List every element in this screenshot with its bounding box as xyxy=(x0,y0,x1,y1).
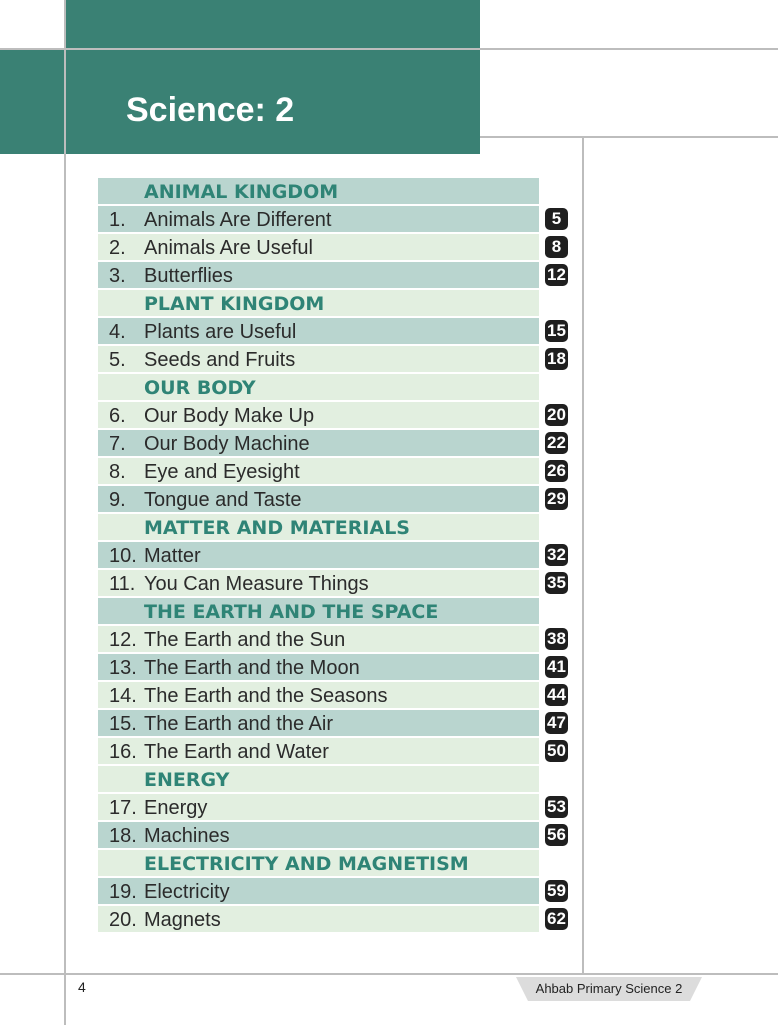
toc-entry-number: 3. xyxy=(109,265,126,287)
toc-section xyxy=(98,374,572,400)
toc-page-badge: 8 xyxy=(545,236,568,258)
page-title: Science: 2 xyxy=(126,91,295,129)
toc-section xyxy=(98,290,572,316)
toc-entry-number: 13. xyxy=(109,657,137,679)
toc-entry-number: 5. xyxy=(109,349,126,371)
toc-entry-number: 2. xyxy=(109,237,126,259)
toc-entry xyxy=(98,430,572,456)
toc-page-badge: 20 xyxy=(545,404,568,426)
toc-entry xyxy=(98,346,572,372)
grid-line-top xyxy=(0,48,778,50)
toc-entry-number: 15. xyxy=(109,713,137,735)
toc-section xyxy=(98,514,572,540)
toc-page-badge: 53 xyxy=(545,796,568,818)
toc-page-badge: 50 xyxy=(545,740,568,762)
toc-entry-title: Our Body Machine xyxy=(144,433,310,455)
toc-page-badge: 41 xyxy=(545,656,568,678)
toc-entry xyxy=(98,458,572,484)
toc-entry-title: Electricity xyxy=(144,881,230,903)
toc-entry xyxy=(98,906,572,932)
toc-entry-title: Machines xyxy=(144,825,230,847)
toc-entry-number: 7. xyxy=(109,433,126,455)
toc-section xyxy=(98,766,572,792)
toc-entry-title: The Earth and the Moon xyxy=(144,657,360,679)
footer-book-title: Ahbab Primary Science 2 xyxy=(535,981,683,996)
toc-entry-title: Matter xyxy=(144,545,201,567)
toc-page-badge: 29 xyxy=(545,488,568,510)
toc-entry xyxy=(98,570,572,596)
toc-entry-number: 18. xyxy=(109,825,137,847)
toc-section-title: MATTER AND MATERIALS xyxy=(144,517,410,539)
toc-entry xyxy=(98,794,572,820)
toc-entry xyxy=(98,318,572,344)
toc-section xyxy=(98,850,572,876)
toc-entry xyxy=(98,402,572,428)
grid-line-left xyxy=(64,0,66,1025)
toc-page-badge: 44 xyxy=(545,684,568,706)
toc-page-badge: 38 xyxy=(545,628,568,650)
toc-entry xyxy=(98,738,572,764)
toc-section xyxy=(98,178,572,204)
toc-entry xyxy=(98,262,572,288)
toc-entry-title: Animals Are Different xyxy=(144,209,332,231)
toc-page-badge: 5 xyxy=(545,208,568,230)
toc-page-badge: 59 xyxy=(545,880,568,902)
toc-entry-number: 6. xyxy=(109,405,126,427)
toc-entry-number: 11. xyxy=(109,573,136,595)
toc-page-badge: 18 xyxy=(545,348,568,370)
toc-page-badge: 35 xyxy=(545,572,568,594)
toc-entry-number: 16. xyxy=(109,741,137,763)
table-of-contents xyxy=(98,178,572,934)
toc-entry xyxy=(98,486,572,512)
toc-section xyxy=(98,598,572,624)
toc-entry-title: Seeds and Fruits xyxy=(144,349,296,371)
toc-section-title: PLANT KINGDOM xyxy=(144,293,325,315)
toc-entry-title: Animals Are Useful xyxy=(144,237,313,259)
toc-entry xyxy=(98,206,572,232)
toc-entry-title: The Earth and the Seasons xyxy=(144,685,388,707)
toc-entry xyxy=(98,878,572,904)
toc-entry-number: 9. xyxy=(109,489,126,511)
toc-entry-number: 1. xyxy=(109,209,126,231)
toc-entry-title: Our Body Make Up xyxy=(144,405,315,427)
toc-section-title: ENERGY xyxy=(144,769,230,791)
toc-entry-number: 14. xyxy=(109,685,137,707)
toc-entry-title: Butterflies xyxy=(144,265,233,287)
toc-page-badge: 62 xyxy=(545,908,568,930)
grid-line-bottom xyxy=(0,973,778,975)
toc-section-title: OUR BODY xyxy=(144,377,256,399)
toc-entry xyxy=(98,822,572,848)
toc-page-badge: 12 xyxy=(545,264,568,286)
toc-entry-number: 17. xyxy=(109,797,137,819)
page-number: 4 xyxy=(78,979,86,995)
toc-entry-number: 4. xyxy=(109,321,126,343)
toc-entry xyxy=(98,542,572,568)
toc-page-badge: 22 xyxy=(545,432,568,454)
toc-section-title: THE EARTH AND THE SPACE xyxy=(144,601,439,623)
toc-section-title: ELECTRICITY AND MAGNETISM xyxy=(144,853,469,875)
toc-entry-title: The Earth and the Sun xyxy=(144,629,346,651)
toc-entry-title: Energy xyxy=(144,797,208,819)
toc-entry xyxy=(98,710,572,736)
toc-entry-number: 19. xyxy=(109,881,137,903)
toc-entry-title: The Earth and the Air xyxy=(144,713,334,735)
toc-entry-title: Plants are Useful xyxy=(144,321,297,343)
toc-page-badge: 32 xyxy=(545,544,568,566)
footer-book-title-tab xyxy=(516,977,696,1001)
grid-line-header xyxy=(480,136,778,138)
toc-entry-title: Eye and Eyesight xyxy=(144,461,300,483)
toc-entry xyxy=(98,654,572,680)
toc-entry xyxy=(98,626,572,652)
toc-entry-title: Tongue and Taste xyxy=(144,489,302,511)
toc-entry-title: You Can Measure Things xyxy=(144,573,369,595)
toc-entry-number: 20. xyxy=(109,909,137,931)
toc-page-badge: 47 xyxy=(545,712,568,734)
toc-page-badge: 26 xyxy=(545,460,568,482)
toc-entry xyxy=(98,682,572,708)
toc-entry xyxy=(98,234,572,260)
grid-line-right xyxy=(582,136,584,974)
toc-entry-number: 8. xyxy=(109,461,126,483)
toc-entry-title: Magnets xyxy=(144,909,221,931)
toc-section-title: ANIMAL KINGDOM xyxy=(144,181,339,203)
toc-entry-title: The Earth and Water xyxy=(144,741,329,763)
toc-page-badge: 56 xyxy=(545,824,568,846)
toc-entry-number: 10. xyxy=(109,545,137,567)
toc-entry-number: 12. xyxy=(109,629,137,651)
header-band-top xyxy=(66,0,480,48)
toc-page-badge: 15 xyxy=(545,320,568,342)
